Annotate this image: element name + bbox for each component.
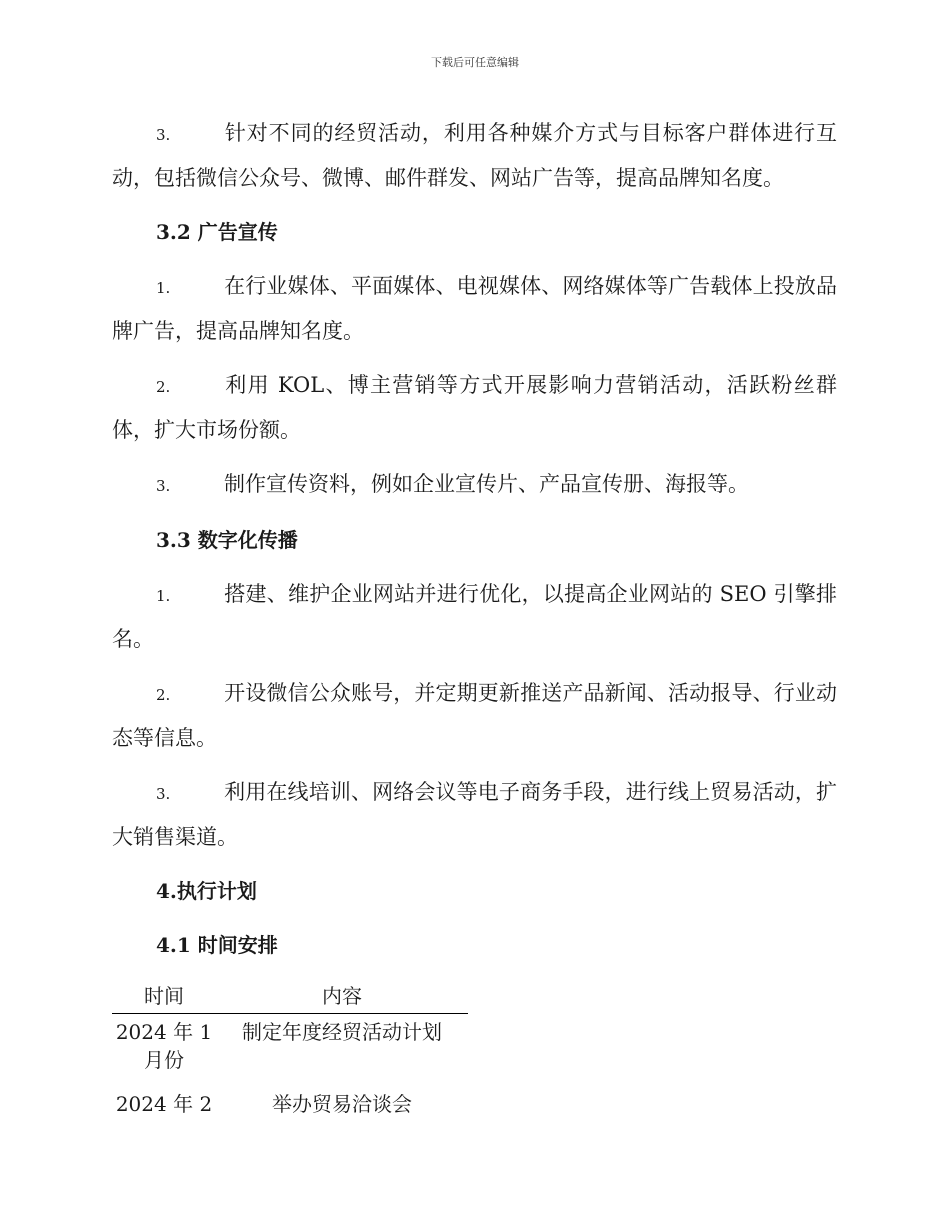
document-body <box>112 112 837 1130</box>
item-number: 1. <box>156 279 171 297</box>
item-number: 1. <box>156 587 171 605</box>
table-cell-time: 2024 年 1 月份 <box>115 1020 213 1072</box>
table-row <box>112 1086 468 1130</box>
item-number: 2. <box>156 686 171 704</box>
column-header-content: 内容 <box>216 981 468 1014</box>
item-number: 3. <box>156 126 171 144</box>
item-text: 在行业媒体、平面媒体、电视媒体、网络媒体等广告载体上投放品牌广告，提高品牌知名度。 <box>112 274 837 343</box>
item-text: 制作宣传资料，例如企业宣传片、产品宣传册、海报等。 <box>224 472 749 496</box>
table-header-row <box>112 981 468 1014</box>
schedule-table <box>112 981 468 1130</box>
content-flow <box>112 112 837 967</box>
table-cell-time: 2024 年 2 <box>115 1092 213 1116</box>
item-text: 开设微信公众账号，并定期更新推送产品新闻、活动报导、行业动态等信息。 <box>112 681 837 750</box>
item-text: 利用在线培训、网络会议等电子商务手段，进行线上贸易活动，扩大销售渠道。 <box>112 780 837 849</box>
section-heading: 3.2 广告宣传 <box>156 220 278 244</box>
item-text: 针对不同的经贸活动，利用各种媒介方式与目标客户群体进行互动，包括微信公众号、微博、邮件群发、网站广告等，提高品牌知名度。 <box>112 121 837 190</box>
page-header-note: 下载后可任意编辑 <box>431 56 519 69</box>
column-header-time: 时间 <box>112 981 216 1014</box>
list-item <box>112 463 837 508</box>
list-item <box>112 265 837 353</box>
subsection-heading: 4.1 时间安排 <box>156 933 278 957</box>
section-heading: 4.执行计划 <box>156 879 257 903</box>
list-item <box>112 364 837 452</box>
list-item <box>112 112 837 200</box>
item-number: 3. <box>156 477 171 495</box>
item-text: 搭建、维护企业网站并进行优化，以提高企业网站的 SEO 引擎排名。 <box>112 582 837 651</box>
table-row <box>112 1014 468 1087</box>
list-item <box>112 573 837 661</box>
table-cell-content: 举办贸易洽谈会 <box>272 1092 412 1116</box>
table-cell-content: 制定年度经贸活动计划 <box>242 1020 442 1044</box>
item-number: 2. <box>156 378 171 396</box>
item-text: 利用 KOL、博主营销等方式开展影响力营销活动，活跃粉丝群体，扩大市场份额。 <box>112 373 837 442</box>
list-item <box>112 672 837 760</box>
section-heading: 3.3 数字化传播 <box>156 528 298 552</box>
list-item <box>112 771 837 859</box>
schedule-table-wrap <box>112 981 468 1130</box>
item-number: 3. <box>156 785 171 803</box>
